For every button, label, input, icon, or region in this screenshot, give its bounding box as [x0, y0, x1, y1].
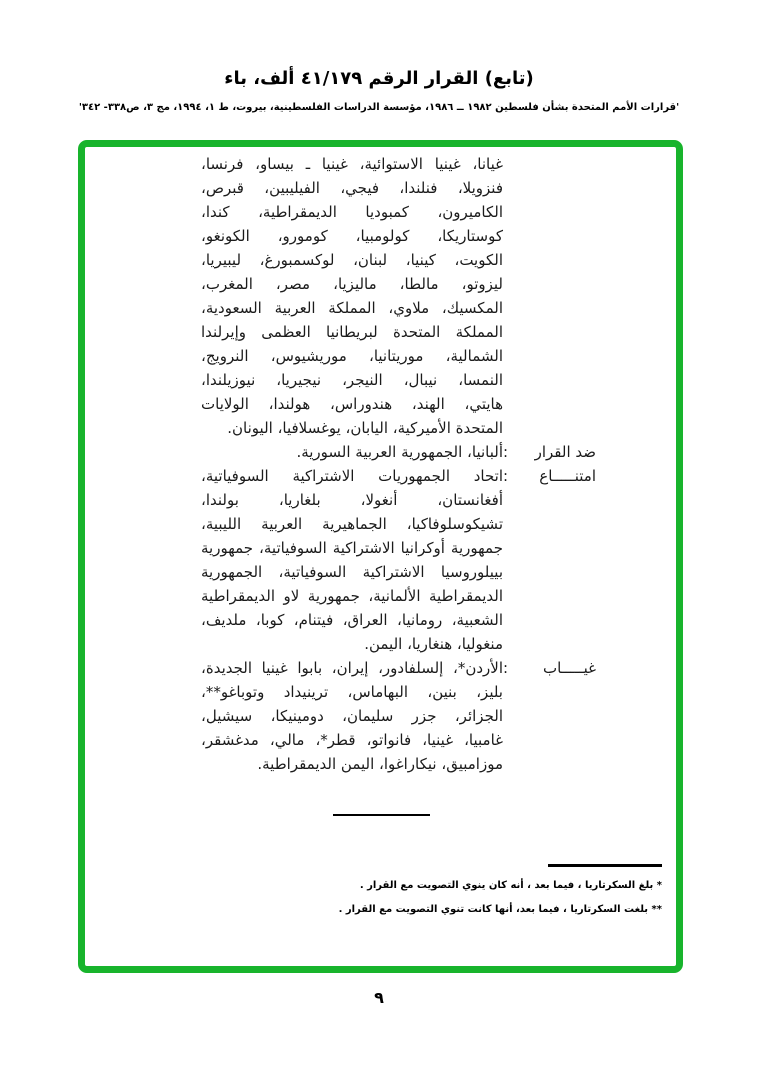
footnote-line: * بلغ السكرتاريا ، فيما بعد ، أنه كان ينوي التصويت مع القرار . [359, 880, 662, 891]
body-line: جمهورية أوكرانيا الاشتراكية السوفياتية، جمهورية [201, 539, 503, 557]
section-row [201, 152, 596, 440]
section-row [201, 440, 596, 464]
body-line: الجزائر، جزر سليمان، دومينيكا، سيشيل، [201, 707, 503, 725]
body-line: اتحاد الجمهوريات الاشتراكية السوفياتية، [201, 467, 503, 485]
page-title: (تابع) القرار الرقم ٤١/١٧٩ ألف، باء [224, 68, 534, 89]
section-label-cell [503, 464, 596, 656]
section-body [201, 464, 503, 656]
body-line: فنزويلا، فنلندا، فيجي، الفيليبين، قبرص، [201, 179, 503, 197]
body-line: الكويت، كينيا، لبنان، لوكسمبورغ، ليبيريا، [201, 251, 503, 269]
body-line: ليزوتو، مالطا، ماليزيا، مصر، المغرب، [201, 275, 503, 293]
green-highlight-frame [78, 140, 683, 973]
body-line: أفغانستان، أنغولا، بلغاريا، بولندا، [201, 491, 503, 509]
footnote-line: ** بلغت السكرتاريا ، فيما بعد، أنها كانت تنوي التصويت مع القرار . [338, 904, 662, 915]
body-line: غامبيا، غينيا، فانواتو، قطر*، مالي، مدغشقر، [201, 731, 503, 749]
footnotes [339, 874, 662, 922]
section-label-cell [503, 656, 596, 776]
section-label-cell [503, 440, 596, 464]
body-line: الأردن*، إلسلفادور، إيران، بابوا غينيا الجديدة، [201, 659, 503, 677]
body-line: الكاميرون، كمبوديا الديمقراطية، كندا، [201, 203, 503, 221]
section-label: غيـــــاب [542, 659, 596, 677]
section-body [201, 152, 503, 440]
body-line: كوستاريكا، كولومبيا، كومورو، الكونغو، [201, 227, 503, 245]
footnote-separator-line [548, 864, 662, 867]
body-line: المملكة المتحدة لبريطانيا العظمى وإيرلندا [201, 323, 503, 341]
sections [201, 152, 596, 776]
body-line: النمسا، نيبال، النيجر، نيجيريا، نيوزيلندا، [201, 371, 503, 389]
source-citation-line: 'قرارات الأمم المتحدة بشأن فلسطين ١٩٨٢ ــ ١٩٨٦، مؤسسة الدراسات الفلسطينية، بيروت، ط ١، ١٩٩٤، مج ٣، ص٣٣٨- ٣٤٢' [78, 102, 680, 113]
body-line: هايتي، الهند، هندوراس، هولندا، الولايات [201, 395, 503, 413]
section-colon: : [503, 443, 509, 461]
section-label-cell [503, 152, 596, 440]
body-line: الديمقراطية الألمانية، جمهورية لاو الديمقراطية [201, 587, 503, 605]
section-colon: : [503, 467, 509, 485]
section-label: ضد القرار [534, 443, 596, 461]
body-line: بييلوروسيا الاشتراكية السوفياتية، الجمهورية [201, 563, 503, 581]
section-row [201, 464, 596, 656]
body-line: المكسيك، ملاوي، المملكة العربية السعودية، [201, 299, 503, 317]
body-line: المتحدة الأميركية، اليابان، يوغسلافيا، اليونان. [227, 419, 503, 437]
section-label: امتنـــــاع [539, 467, 596, 485]
body-line: ألبانيا، الجمهورية العربية السورية. [296, 443, 503, 461]
body-line: الشمالية، موريتانيا، موريشيوس، النرويج، [201, 347, 503, 365]
section-body [201, 440, 503, 464]
body-line: بليز، بنين، البهاماس، ترينيداد وتوباغو**، [201, 683, 503, 701]
section-colon: : [503, 659, 509, 677]
body-line: منغوليا، هنغاريا، اليمن. [364, 635, 503, 653]
end-of-text-rule [333, 814, 430, 816]
section-row [201, 656, 596, 776]
body-line: غيانا، غينيا الاستوائية، غينيا ـ بيساو، فرنسا، [201, 155, 503, 173]
body-line: تشيكوسلوفاكيا، الجماهيرية العربية الليبية، [201, 515, 503, 533]
page-number: ٩ [374, 988, 384, 1007]
body-line: الشعبية، رومانيا، العراق، فيتنام، كوبا، ملديف، [201, 611, 503, 629]
section-body [201, 656, 503, 776]
body-line: موزامبيق، نيكاراغوا، اليمن الديمقراطية. [257, 755, 503, 773]
